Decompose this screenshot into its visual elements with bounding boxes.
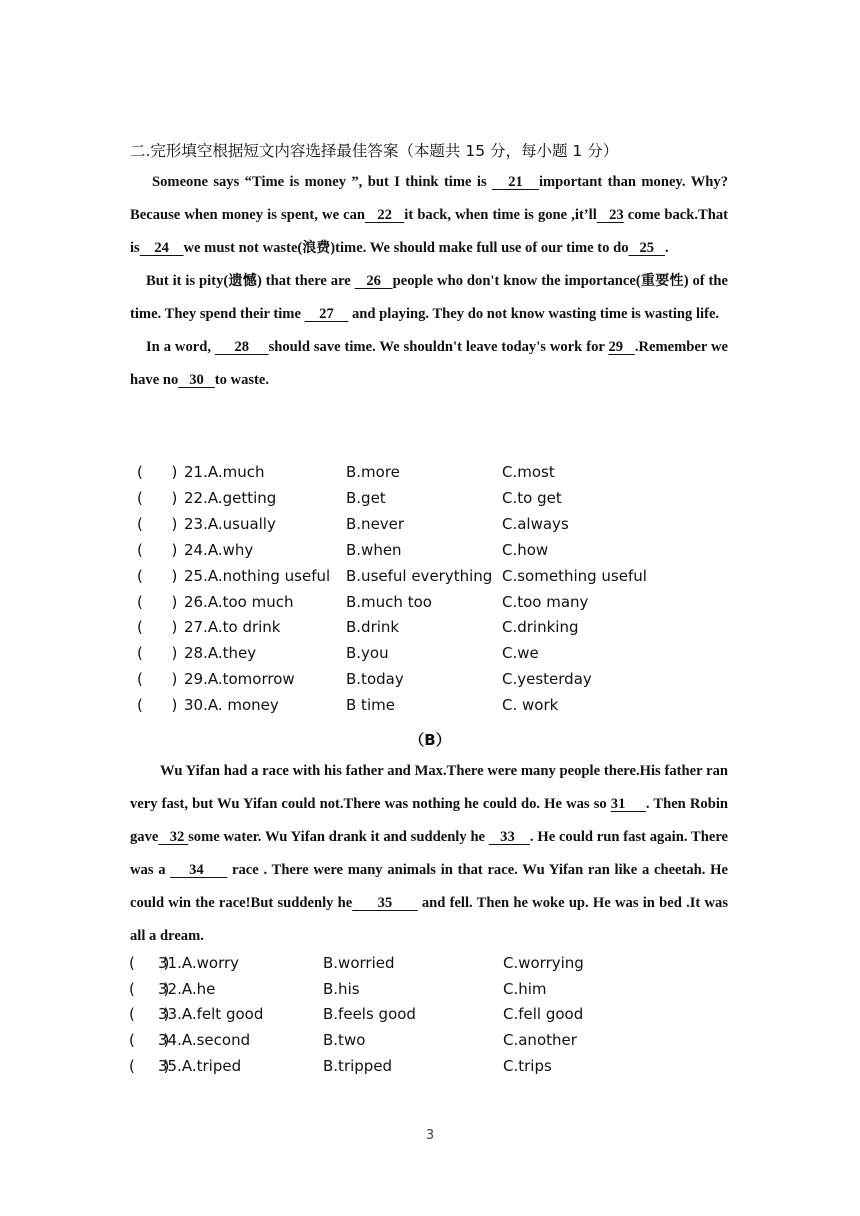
option-a[interactable]: 34.A.second <box>158 1031 251 1050</box>
passage-text: Someone says “Time is money ”, but I think time is <box>152 174 493 190</box>
answer-bracket[interactable]: ( ) <box>137 644 178 663</box>
passage-text: come back.That is <box>130 207 728 256</box>
passage-text: )time. We should make full use of our time to do <box>330 240 629 256</box>
option-c[interactable]: C.always <box>502 514 569 533</box>
option-b[interactable]: B.never <box>346 514 405 533</box>
answer-bracket[interactable]: ( ) <box>137 592 178 611</box>
option-c[interactable]: C. work <box>502 696 559 715</box>
option-b[interactable]: B.you <box>346 644 389 663</box>
option-b[interactable]: B.much too <box>346 592 432 611</box>
blank-25: 25 <box>628 240 665 256</box>
question-row <box>0 1053 860 1079</box>
option-a[interactable]: 26.A.too much <box>184 592 294 611</box>
blank-31: 31 <box>610 796 646 812</box>
option-b[interactable]: B.today <box>346 670 404 689</box>
passage-text: . <box>665 240 669 256</box>
option-c[interactable]: C.most <box>502 463 555 481</box>
question-row <box>0 563 860 589</box>
option-c[interactable]: C.something useful <box>502 566 647 585</box>
passage-a-paragraph-2 <box>130 265 728 331</box>
option-c[interactable]: C.trips <box>503 1056 552 1075</box>
chinese-gloss: 遗憾 <box>228 273 257 289</box>
answer-bracket[interactable]: ( ) <box>137 566 178 585</box>
option-c[interactable]: C.yesterday <box>502 670 592 689</box>
option-c[interactable]: C.drinking <box>502 618 579 637</box>
passage-text: and fell. Then he woke up. He was in bed .It was all a dream. <box>130 895 729 944</box>
passage-text: some water. Wu Yifan drank it and suddenly he <box>188 829 489 845</box>
question-row <box>0 511 860 537</box>
blank-30: 30 <box>178 372 215 388</box>
answer-bracket[interactable]: ( ) <box>137 670 178 689</box>
option-b[interactable]: B.useful everything <box>346 566 493 585</box>
option-a[interactable]: 35.A.triped <box>158 1056 242 1075</box>
question-row <box>0 1027 860 1053</box>
answer-bracket[interactable]: ( ) <box>129 1056 170 1075</box>
passage-a-paragraph-3 <box>130 331 728 397</box>
option-c[interactable]: C.another <box>503 1031 577 1050</box>
blank-28: 28 <box>214 339 269 355</box>
option-b[interactable]: B.two <box>323 1031 366 1050</box>
option-c[interactable]: C.fell good <box>503 1005 584 1024</box>
option-a[interactable]: 23.A.usually <box>184 514 276 533</box>
question-row <box>0 614 860 640</box>
answer-bracket[interactable]: ( ) <box>137 696 178 715</box>
option-c[interactable]: C.him <box>503 979 547 998</box>
passage-text: to waste. <box>214 372 270 388</box>
passage-a-paragraph-1 <box>130 166 728 265</box>
blank-34: 34 <box>170 862 228 878</box>
option-c[interactable]: C.worrying <box>503 954 584 972</box>
passage-text: it back, when time is gone ,it’ll <box>404 207 597 223</box>
answer-bracket[interactable]: ( ) <box>137 488 178 507</box>
option-a[interactable]: 24.A.why <box>184 540 254 559</box>
option-a[interactable]: 28.A.they <box>184 644 257 663</box>
question-row <box>0 640 860 666</box>
option-a[interactable]: 30.A. money <box>184 696 279 715</box>
question-row <box>0 459 860 485</box>
option-b[interactable]: B.when <box>346 540 402 559</box>
answer-bracket[interactable]: ( ) <box>137 540 178 559</box>
option-b[interactable]: B.more <box>346 463 400 481</box>
passage-b-paragraph <box>130 755 728 953</box>
question-row <box>0 589 860 615</box>
chinese-gloss: 浪费 <box>302 240 331 256</box>
passage-text: In a word, <box>146 339 215 355</box>
option-c[interactable]: C.we <box>502 644 539 663</box>
passage-text: race . There were many animals in that race. Wu Yifan ran like a cheetah. He could win the race!But suddenly he <box>130 862 728 911</box>
option-a[interactable]: 22.A.getting <box>184 488 277 507</box>
blank-32: 32 <box>158 829 189 845</box>
passage-text: people who don't know the importance( <box>392 273 641 289</box>
option-c[interactable]: C.to get <box>502 488 562 507</box>
question-row <box>0 976 860 1002</box>
blank-33: 33 <box>488 829 530 845</box>
answer-bracket[interactable]: ( ) <box>137 514 178 533</box>
answer-bracket[interactable]: ( ) <box>129 954 170 972</box>
question-row <box>0 1001 860 1027</box>
option-a[interactable]: 31.A.worry <box>158 954 240 972</box>
blank-23: 23 <box>596 207 624 223</box>
option-b[interactable]: B.worried <box>323 954 395 972</box>
option-a[interactable]: 21.A.much <box>184 463 265 481</box>
option-c[interactable]: C.too many <box>502 592 589 611</box>
question-row <box>0 692 860 718</box>
passage-a <box>130 166 728 397</box>
section-b-heading: （B） <box>409 731 451 749</box>
option-b[interactable]: B time <box>346 696 395 715</box>
option-b[interactable]: B.get <box>346 488 386 507</box>
question-row <box>0 537 860 563</box>
passage-text: . He could run fast again. There was a <box>130 829 729 878</box>
blank-29: 29 <box>608 339 635 355</box>
option-a[interactable]: 29.A.tomorrow <box>184 670 295 689</box>
blank-35: 35 <box>352 895 418 911</box>
question-row <box>0 485 860 511</box>
option-b[interactable]: B.drink <box>346 618 400 637</box>
option-a[interactable]: 32.A.he <box>158 979 216 998</box>
answer-bracket[interactable]: ( ) <box>129 1031 170 1050</box>
passage-text: and playing. They do not know wasting time is wasting life. <box>348 306 720 322</box>
blank-21: 21 <box>492 174 539 190</box>
passage-text: .Remember we have no <box>130 339 728 388</box>
option-b[interactable]: B.his <box>323 979 360 998</box>
passage-text: But it is pity( <box>146 273 229 289</box>
option-a[interactable]: 33.A.felt good <box>158 1005 264 1024</box>
passage-text: we must not waste( <box>183 240 303 256</box>
answer-bracket[interactable]: ( ) <box>137 618 178 637</box>
option-b[interactable]: B.tripped <box>323 1056 393 1075</box>
passage-text: . Then Robin gave <box>130 796 729 845</box>
passage-text: ) of the time. They spend their time <box>130 273 728 322</box>
option-c[interactable]: C.how <box>502 540 549 559</box>
chinese-gloss: 重要性 <box>640 273 684 289</box>
question-row <box>0 950 860 976</box>
answer-bracket[interactable]: ( ) <box>129 979 170 998</box>
option-b[interactable]: B.feels good <box>323 1005 416 1024</box>
blank-24: 24 <box>139 240 184 256</box>
blank-26: 26 <box>354 273 393 289</box>
passage-text: ) that there are <box>256 273 355 289</box>
passage-text: Wu Yifan had a race with his father and Max.There were many people there.His father ran very fast, but Wu Yifan could not.There was nothing he could do. He was so <box>130 763 728 812</box>
passage-text: important than money. Why? Because when money is spent, we can <box>130 174 728 223</box>
page-number: 3 <box>425 1128 435 1143</box>
passage-text: should save time. We shouldn't leave today's work for <box>268 339 609 355</box>
question-row <box>0 666 860 692</box>
option-a[interactable]: 25.A.nothing useful <box>184 566 331 585</box>
passage-b <box>130 755 728 953</box>
blank-27: 27 <box>304 306 349 322</box>
section-title: 二.完形填空根据短文内容选择最佳答案（本题共 15 分，每小题 1 分） <box>130 142 619 160</box>
answer-bracket[interactable]: ( ) <box>137 463 178 481</box>
option-a[interactable]: 27.A.to drink <box>184 618 281 637</box>
blank-22: 22 <box>365 207 405 223</box>
answer-bracket[interactable]: ( ) <box>129 1005 170 1024</box>
